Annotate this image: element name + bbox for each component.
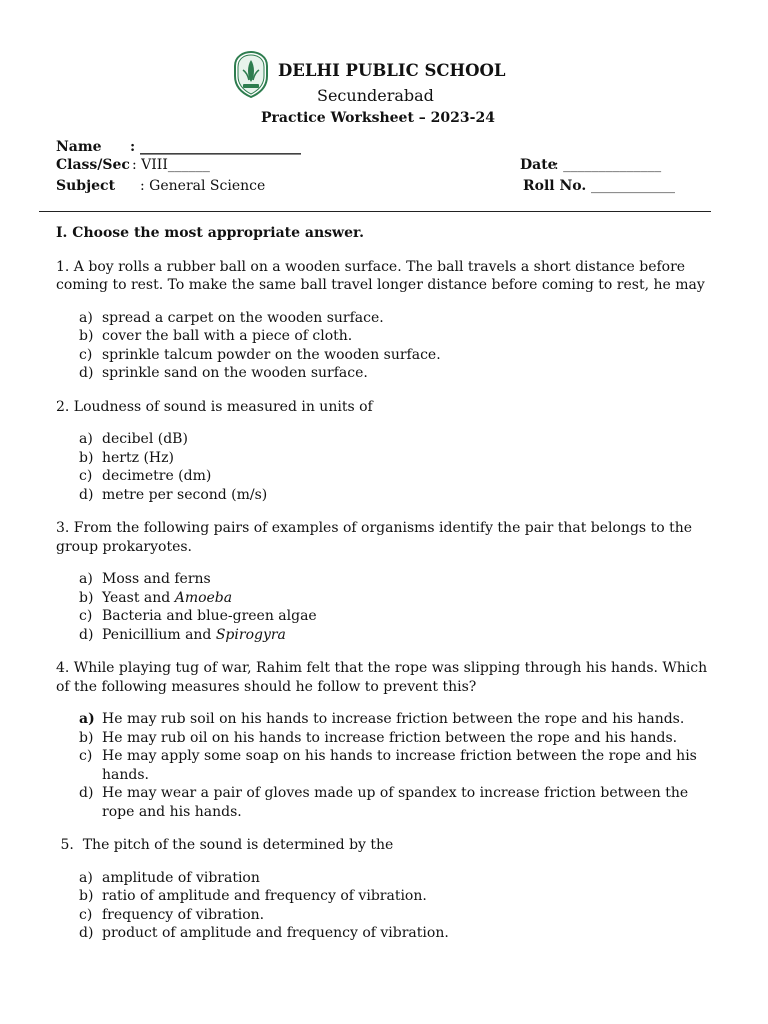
option[interactable]: a) He may rub soil on his hands to increase friction between the rope and his hands. bbox=[79, 711, 685, 727]
question-2: 2. Loudness of sound is measured in units of bbox=[56, 398, 373, 415]
option[interactable]: c) frequency of vibration. bbox=[79, 906, 265, 923]
options-5 bbox=[56, 869, 724, 943]
option[interactable]: d) product of amplitude and frequency of vibration. bbox=[79, 925, 449, 941]
worksheet-title: Practice Worksheet – 2023-24 bbox=[261, 110, 495, 126]
option[interactable]: a) amplitude of vibration bbox=[79, 869, 260, 886]
option[interactable]: c) Bacteria and blue-green algae bbox=[79, 608, 317, 624]
option[interactable]: b) He may rub oil on his hands to increase friction between the rope and his hands. bbox=[79, 729, 678, 746]
class-field[interactable]: : VIII______ bbox=[132, 157, 210, 173]
subject-field[interactable]: : General Science bbox=[140, 178, 266, 194]
date-field[interactable]: : ______________ bbox=[554, 157, 662, 173]
school-name: DELHI PUBLIC SCHOOL bbox=[278, 61, 506, 80]
name-label: Name bbox=[56, 139, 102, 155]
option[interactable]: b) cover the ball with a piece of cloth. bbox=[79, 328, 353, 344]
roll-field[interactable]: ____________ bbox=[591, 178, 675, 194]
option[interactable]: d) Penicillium and Spirogyra bbox=[79, 626, 286, 643]
roll-label: Roll No. bbox=[523, 178, 587, 194]
class-label: Class/Sec bbox=[56, 157, 130, 173]
options-2 bbox=[56, 430, 724, 504]
subject-label: Subject bbox=[56, 178, 116, 194]
option[interactable]: a) spread a carpet on the wooden surface. bbox=[79, 309, 384, 326]
option[interactable]: d) metre per second (m/s) bbox=[79, 486, 268, 503]
option[interactable]: c) He may apply some soap on his hands to increase friction between the rope and his hands. bbox=[79, 748, 697, 783]
option[interactable]: d) sprinkle sand on the wooden surface. bbox=[79, 365, 368, 381]
option[interactable]: b) Yeast and Amoeba bbox=[79, 589, 233, 606]
option[interactable]: b) hertz (Hz) bbox=[79, 449, 174, 466]
question-5: 5. The pitch of the sound is determined by the bbox=[56, 837, 394, 853]
option[interactable]: a) Moss and ferns bbox=[79, 571, 211, 587]
option[interactable]: d) He may wear a pair of gloves made up of spandex to increase friction between the rope and his hands. bbox=[79, 785, 689, 820]
date-label: Date bbox=[520, 157, 557, 173]
section-title: I. Choose the most appropriate answer. bbox=[56, 225, 364, 241]
school-crest-icon bbox=[231, 50, 271, 98]
name-field[interactable]: : _______________________ bbox=[130, 139, 302, 155]
options-1 bbox=[56, 309, 724, 383]
option[interactable]: c) decimetre (dm) bbox=[79, 468, 212, 484]
question-1: 1. A boy rolls a rubber ball on a wooden surface. The ball travels a short distance before coming to rest. To make the same ball travel longer distance before coming to rest, he may bbox=[56, 258, 705, 293]
question-4: 4. While playing tug of war, Rahim felt that the rope was slipping through his hands. Which of the following measures should he follow to prevent this? bbox=[56, 660, 708, 695]
header-divider bbox=[39, 211, 711, 212]
option[interactable]: a) decibel (dB) bbox=[79, 431, 188, 447]
worksheet-body bbox=[56, 224, 724, 958]
school-city: Secunderabad bbox=[317, 86, 434, 105]
option[interactable]: b) ratio of amplitude and frequency of vibration. bbox=[79, 888, 427, 904]
question-3: 3. From the following pairs of examples of organisms identify the pair that belongs to the group prokaryotes. bbox=[56, 520, 693, 555]
options-4 bbox=[56, 710, 724, 821]
options-3 bbox=[56, 570, 724, 644]
option[interactable]: c) sprinkle talcum powder on the wooden surface. bbox=[79, 346, 441, 363]
